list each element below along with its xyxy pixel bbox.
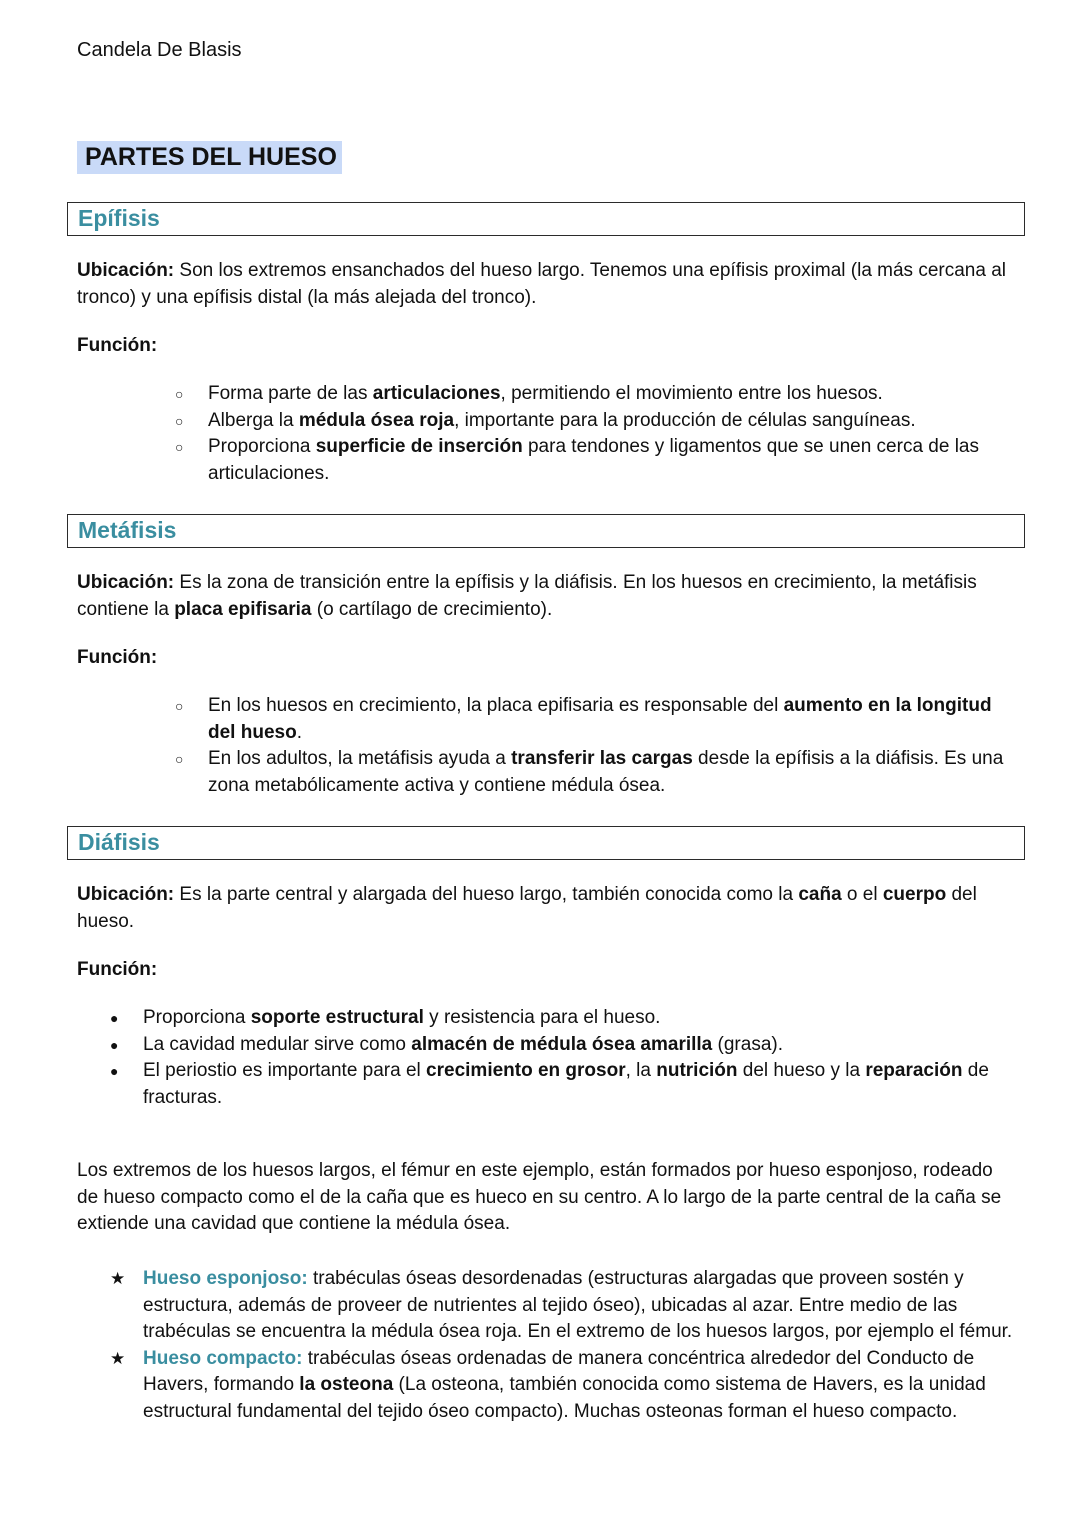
term-hueso-compacto: Hueso compacto: bbox=[143, 1347, 303, 1369]
funcion-label: Función: bbox=[77, 959, 158, 980]
list-item: ○ Alberga la médula ósea roja, importante para la producción de células sanguíneas. bbox=[208, 408, 1008, 435]
ubicacion-label: Ubicación: bbox=[77, 260, 175, 281]
list-item: ● La cavidad medular sirve como almacén de médula ósea amarilla (grasa). bbox=[143, 1032, 1013, 1059]
document-title: PARTES DEL HUESO bbox=[77, 141, 342, 174]
section-title: Epífisis bbox=[78, 205, 160, 231]
funcion-label: Función: bbox=[77, 647, 158, 668]
list-item: ○ Forma parte de las articulaciones, permitiendo el movimiento entre los huesos. bbox=[208, 381, 1008, 408]
funcion-label: Función: bbox=[77, 335, 158, 356]
epifisis-ubicacion bbox=[77, 258, 1017, 311]
diafisis-function-list bbox=[110, 1005, 1013, 1111]
list-item: ● Proporciona soporte estructural y resistencia para el hueso. bbox=[143, 1005, 1013, 1032]
hollow-circle-bullet-icon: ○ bbox=[175, 412, 184, 429]
star-bullet-icon: ★ bbox=[110, 1269, 126, 1288]
list-item: ★ Hueso compacto: trabéculas óseas ordenadas de manera concéntrica alrededor del Conducto de Havers, formando la osteona (La osteona, también conocida como sistema de Havers, es la unidad estructural fundamental del tejido óseo compacto). Muchas osteonas forman el hueso compacto. bbox=[110, 1347, 986, 1422]
diafisis-ubicacion: Ubicación: Es la parte central y alargada del hueso largo, también conocida como la caña o el cuerpo del hueso. bbox=[77, 884, 977, 932]
term-hueso-esponjoso: Hueso esponjoso: bbox=[143, 1268, 308, 1289]
section-heading-epifisis bbox=[67, 202, 1025, 236]
hollow-circle-bullet-icon: ○ bbox=[175, 439, 184, 455]
metafisis-function-list bbox=[175, 693, 1008, 799]
bone-types-list bbox=[110, 1266, 1018, 1425]
list-item: ○ En los adultos, la metáfisis ayuda a transferir las cargas desde la epífisis a la diáfisis. Es una zona metabólicamente activa y contiene médula ósea. bbox=[175, 748, 1004, 796]
list-item: ★ Hueso esponjoso: trabéculas óseas desordenadas (estructuras alargadas que proveen sostén y estructura, además de proveer de nutrientes al tejido óseo), ubicadas al azar. Entre medio de las trabéculas se encuentra la médula ósea roja. En el extremo de los huesos largos, por ejemplo el fémur. bbox=[110, 1268, 1013, 1342]
hollow-circle-bullet-icon: ○ bbox=[175, 751, 184, 767]
epifisis-function-list bbox=[175, 381, 1008, 487]
summary-paragraph: Los extremos de los huesos largos, el fémur en este ejemplo, están formados por hueso esponjoso, rodeado de hueso compacto como el de la caña que es hueco en su centro. A lo largo de la parte central de la caña se extiende una cavidad que contiene la médula ósea. bbox=[77, 1160, 1002, 1234]
list-item: ○ En los huesos en crecimiento, la placa epifisaria es responsable del aumento en la longitud del hueso. bbox=[175, 695, 992, 743]
filled-circle-bullet-icon: ● bbox=[110, 1010, 119, 1026]
metafisis-ubicacion: Ubicación: Es la zona de transición entre la epífisis y la diáfisis. En los huesos en crecimiento, la metáfisis contiene la placa epifisaria (o cartílago de crecimiento). bbox=[77, 572, 977, 620]
ubicacion-text: Son los extremos ensanchados del hueso largo. Tenemos una epífisis proximal (la más cercana al tronco) y una epífisis distal (la más alejada del tronco). bbox=[77, 260, 1006, 308]
filled-circle-bullet-icon: ● bbox=[110, 1063, 119, 1079]
hollow-circle-bullet-icon: ○ bbox=[175, 386, 184, 402]
filled-circle-bullet-icon: ● bbox=[110, 1036, 119, 1053]
section-heading-metafisis bbox=[67, 514, 1025, 548]
author-name: Candela De Blasis bbox=[77, 39, 242, 61]
hollow-circle-bullet-icon: ○ bbox=[175, 698, 184, 714]
section-heading-diafisis bbox=[67, 826, 1025, 860]
list-item: ● El periostio es importante para el crecimiento en grosor, la nutrición del hueso y la reparación de fracturas. bbox=[110, 1060, 989, 1108]
star-bullet-icon: ★ bbox=[110, 1348, 126, 1368]
section-title: Metáfisis bbox=[78, 517, 177, 543]
list-item: ○ Proporciona superficie de inserción para tendones y ligamentos que se unen cerca de las articulaciones. bbox=[175, 436, 979, 484]
section-title: Diáfisis bbox=[78, 829, 160, 855]
